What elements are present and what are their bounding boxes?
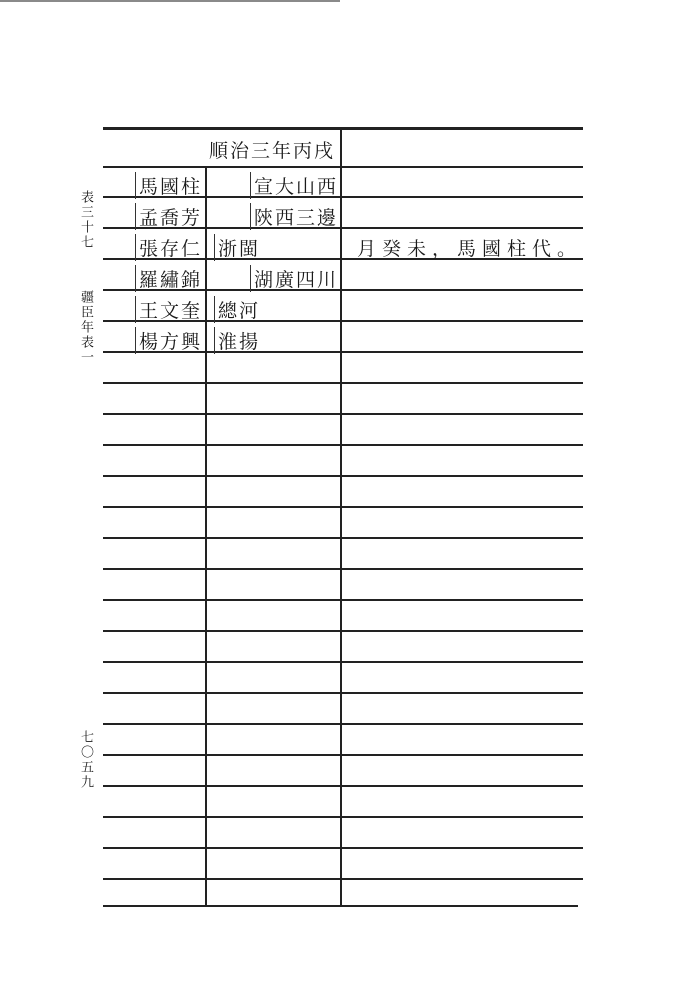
official-3: 張存仁	[110, 232, 202, 262]
margin-title: 表三十七	[78, 190, 93, 250]
year-header: 順治三年丙戌	[208, 139, 335, 162]
row-rule	[103, 816, 583, 818]
column-divider-note	[340, 127, 342, 905]
official-2: 孟喬芳	[110, 201, 202, 231]
post-4: 湖廣四川	[210, 263, 338, 293]
row-rule	[103, 537, 583, 539]
row-rule	[103, 878, 583, 880]
row-rule	[103, 506, 583, 508]
table-top-border	[103, 127, 583, 130]
post-5: 總河	[210, 294, 338, 324]
row-rule	[103, 413, 583, 415]
column-divider-post	[205, 166, 207, 905]
row-rule	[103, 630, 583, 632]
post-3: 浙閩	[210, 232, 338, 262]
appointment-note: 月癸未，馬國柱代。	[356, 237, 582, 260]
official-1: 馬國柱	[110, 170, 202, 200]
post-2: 陝西三邊	[210, 201, 338, 231]
official-4: 羅繡錦	[110, 263, 202, 293]
row-rule	[103, 568, 583, 570]
margin-subtitle: 疆臣年表一	[78, 290, 93, 365]
row-rule	[103, 847, 583, 849]
scan-edge-line	[0, 0, 340, 2]
row-rule	[103, 599, 583, 601]
post-6: 淮揚	[210, 325, 338, 355]
row-rule	[103, 475, 583, 477]
row-rule	[103, 661, 583, 663]
row-rule	[103, 444, 583, 446]
official-6: 楊方興	[110, 325, 202, 355]
official-5: 王文奎	[110, 294, 202, 324]
page-number: 七〇五九	[78, 730, 93, 790]
row-rule	[103, 754, 583, 756]
row-rule	[103, 785, 583, 787]
row-rule	[103, 382, 583, 384]
row-rule	[103, 723, 583, 725]
post-1: 宣大山西	[210, 170, 338, 200]
header-rule	[103, 166, 583, 168]
table-bottom-border	[103, 905, 578, 907]
row-rule	[103, 692, 583, 694]
